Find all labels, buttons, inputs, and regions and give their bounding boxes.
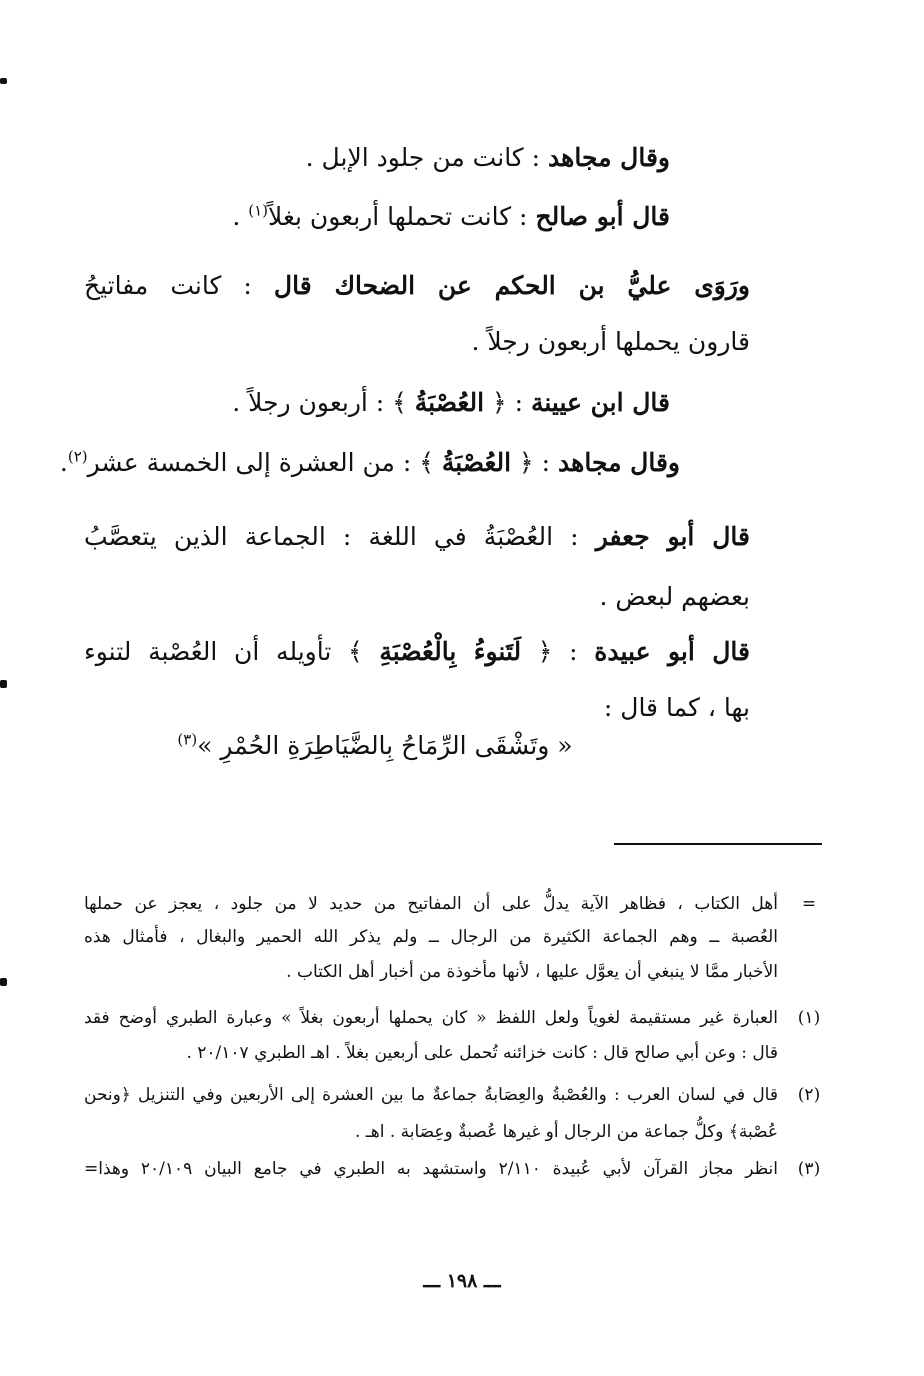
- text-line: [84, 266, 750, 306]
- footnote-line: عُصْبة﴾ وكلُّ جماعة من الرجال أو غيرها عُصبةٌ وعِصَابة . اهـ .: [354, 1122, 778, 1142]
- page-number: ـــ ١٩٨ ـــ: [423, 1270, 501, 1292]
- poetry-verse: [150, 726, 600, 766]
- footnote-line: الأخبار ممَّا لا ينبغي أن يعوَّل عليها ، لأنها مأخوذة من أخبار أهل الكتاب .: [286, 962, 778, 982]
- line-text: : كانت تحملها أربعون بغلاً: [268, 202, 536, 231]
- footnote-item: [84, 1004, 826, 1033]
- speaker-name: قال ابن عيينة: [530, 388, 670, 417]
- footnote-ref: (١): [248, 201, 269, 220]
- text-line: [306, 138, 670, 178]
- scan-edge-mark: [0, 680, 7, 688]
- line-text: .: [59, 448, 68, 477]
- footnote-ref: (٣): [177, 730, 198, 749]
- line-text: قارون يحملها أربعون رجلاً .: [471, 327, 750, 356]
- footnote-line: أهل الكتاب ، فظاهر الآية يدلُّ على أن المفاتيح من حديد لا من جلود ، يعجز عن حملها: [84, 894, 778, 914]
- text-line: [232, 383, 670, 423]
- scan-edge-mark: [0, 78, 7, 84]
- footnote-line: العُصبة ــ وهم الجماعة الكثيرة من الرجال ــ ولم يذكر الله الحمير والبغال ، فأمثال هذه: [84, 927, 778, 947]
- verse-text: « وتَشْقَى الرِّمَاحُ بِالضَّيَاطِرَةِ الحُمْرِ »: [197, 731, 573, 760]
- speaker-name: وقال مجاهد: [558, 448, 680, 477]
- speaker-name: وقال مجاهد: [548, 143, 670, 172]
- speaker-name: ورَوَى عليُّ بن الحكم عن الضحاك قال: [273, 271, 750, 300]
- line-text: : ﴿: [484, 388, 531, 417]
- footnote-line-row: [84, 923, 826, 952]
- line-text: : كانت من جلود الإبل .: [305, 143, 549, 172]
- footnote-ref: (٢): [67, 447, 88, 466]
- text-line: [84, 632, 750, 672]
- footnote-line-row: [84, 958, 826, 987]
- line-text: : كانت مفاتيحُ: [84, 271, 274, 300]
- line-text: بعضهم لبعض .: [599, 582, 750, 611]
- speaker-name: قال أبو صالح: [535, 202, 670, 231]
- line-text: .: [232, 202, 249, 231]
- line-text: : ﴿: [521, 637, 595, 666]
- line-text: : العُصْبَةُ في اللغة : الجماعة الذين يتعصَّبُ: [84, 522, 596, 551]
- footnote-line-row: [84, 1039, 826, 1068]
- line-text: ﴾ : من العشرة إلى الخمسة عشر: [87, 448, 442, 477]
- footnote-item: [84, 1081, 826, 1110]
- footnote-item: [84, 890, 826, 919]
- footnote-separator: [614, 843, 822, 845]
- line-text: بها ، كما قال :: [603, 693, 750, 722]
- quranic-word: العُصْبَةُ: [414, 388, 485, 417]
- footnote-line: قال في لسان العرب : والعُصْبةُ والعِصَابةُ جماعةٌ ما بين العشرة إلى الأربعين وفي التنزيل ﴿ونحن: [84, 1085, 778, 1105]
- footnote-marker: =: [801, 894, 817, 914]
- text-line: [84, 322, 750, 362]
- speaker-name: قال أبو جعفر: [595, 522, 750, 551]
- footnote-item: [84, 1155, 826, 1184]
- text-line: [60, 443, 680, 483]
- footnote-line-row: [84, 1118, 826, 1147]
- footnote-line: العبارة غير مستقيمة لغوياً ولعل اللفظ « كان يحملها أربعون بغلاً » وعبارة الطبري أوضح فقد: [84, 1008, 778, 1028]
- line-text: : ﴿: [511, 448, 559, 477]
- text-line: [84, 517, 750, 557]
- speaker-name: قال أبو عبيدة: [594, 637, 750, 666]
- footnote-line: قال : وعن أبي صالح قال : كانت خزائنه تُحمل على أربعين بغلاً . اهـ الطبري ٢٠/١٠٧ .: [186, 1043, 778, 1063]
- quranic-word: العُصْبَةُ: [441, 448, 512, 477]
- text-line: [84, 688, 750, 728]
- footnote-marker: (٣): [797, 1159, 821, 1179]
- scan-edge-mark: [0, 978, 7, 986]
- quranic-word: لَتَنوءُ بِالْعُصْبَةِ: [379, 637, 522, 666]
- text-line: [84, 577, 750, 617]
- footnote-line: انظر مجاز القرآن لأبي عُبيدة ٢/١١٠ واستشهد به الطبري في جامع البيان ٢٠/١٠٩ وهذا=: [84, 1159, 779, 1179]
- line-text: ﴾ تأويله أن العُصْبة لتنوء: [84, 637, 380, 666]
- footnote-marker: (١): [797, 1008, 821, 1028]
- line-text: ﴾ : أربعون رجلاً .: [232, 388, 415, 417]
- footnote-marker: (٢): [797, 1085, 821, 1105]
- text-line: [232, 197, 670, 237]
